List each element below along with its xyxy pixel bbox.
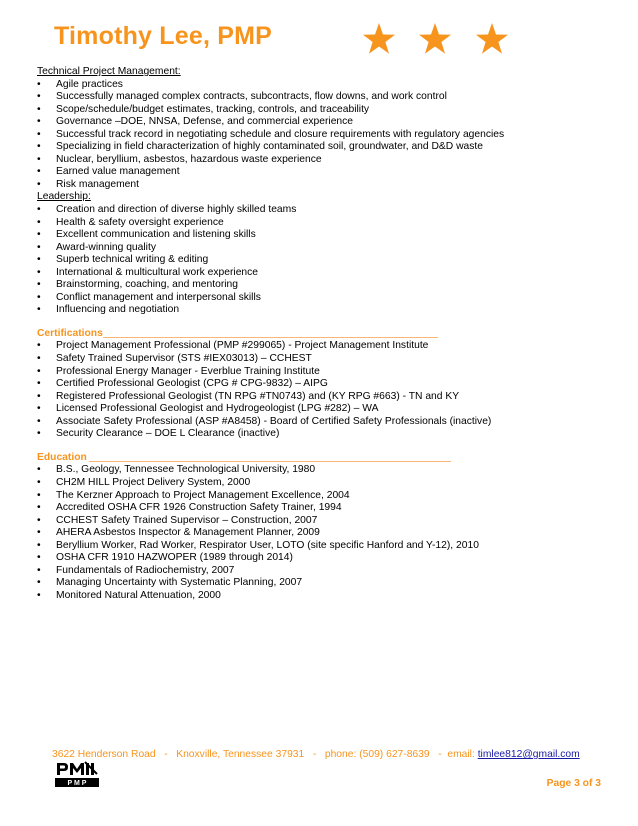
resume-header-name: Timothy Lee, PMP — [54, 22, 273, 50]
list-item: • Scope/schedule/budget estimates, tracking, controls, and traceability — [37, 104, 597, 117]
list-item: • Managing Uncertainty with Systematic Planning, 2007 — [37, 577, 597, 590]
list-item: • Superb technical writing & editing — [37, 254, 597, 267]
technical-heading: Technical Project Management: — [37, 66, 181, 77]
list-item: • Agile practices — [37, 79, 597, 92]
list-item: • Conflict management and interpersonal skills — [37, 292, 597, 305]
email-link[interactable]: timlee812@gmail.com — [477, 749, 580, 760]
certifications-list — [37, 340, 597, 440]
pmp-logo-icon — [55, 761, 99, 787]
list-item: • Brainstorming, coaching, and mentoring — [37, 279, 597, 292]
resume-body — [37, 66, 597, 602]
certifications-heading — [37, 328, 597, 341]
list-item: • Project Management Professional (PMP #299065) - Project Management Institute — [37, 340, 597, 353]
list-item: • Licensed Professional Geologist and Hydrogeologist (LPG #282) – WA — [37, 403, 597, 416]
list-item: • Earned value management — [37, 166, 597, 179]
list-item: • Accredited OSHA CFR 1926 Construction Safety Trainer, 1994 — [37, 502, 597, 515]
list-item: • Professional Energy Manager - Everblue Training Institute — [37, 366, 597, 379]
list-item: • Creation and direction of diverse highly skilled teams — [37, 204, 597, 217]
technical-list — [37, 79, 597, 192]
section-divider — [89, 461, 451, 462]
logo-text: P M P — [67, 780, 87, 787]
list-item: • Safety Trained Supervisor (STS #IEX03013) – CCHEST — [37, 353, 597, 366]
list-item: • Specializing in field characterization of highly contaminated soil, groundwater, and D&D waste — [37, 141, 597, 154]
list-item: • Successful track record in negotiating schedule and closure requirements with regulatory agencies — [37, 129, 597, 142]
list-item: • OSHA CFR 1910 HAZWOPER (1989 through 2014) — [37, 552, 597, 565]
list-item: • Award-winning quality — [37, 242, 597, 255]
star-icon — [418, 22, 452, 56]
list-item: • CCHEST Safety Trained Supervisor – Construction, 2007 — [37, 515, 597, 528]
list-item: • Beryllium Worker, Rad Worker, Respirator User, LOTO (site specific Hanford and Y-12), 2010 — [37, 540, 597, 553]
list-item: • Influencing and negotiation — [37, 304, 597, 317]
list-item: • Associate Safety Professional (ASP #A8458) - Board of Certified Safety Professionals (inactive) — [37, 416, 597, 429]
section-title: Education — [37, 451, 87, 463]
leadership-list — [37, 204, 597, 317]
list-item: • B.S., Geology, Tennessee Technological University, 1980 — [37, 464, 597, 477]
rating-stars — [0, 22, 638, 58]
star-icon — [362, 22, 396, 56]
list-item: • Excellent communication and listening skills — [37, 229, 597, 242]
list-item: • Successfully managed complex contracts, subcontracts, flow downs, and work control — [37, 91, 597, 104]
list-item: • Security Clearance – DOE L Clearance (inactive) — [37, 428, 597, 441]
star-icon — [475, 22, 509, 56]
list-item: • Monitored Natural Attenuation, 2000 — [37, 590, 597, 603]
list-item: • AHERA Asbestos Inspector & Management Planner, 2009 — [37, 527, 597, 540]
list-item: • Nuclear, beryllium, asbestos, hazardous waste experience — [37, 154, 597, 167]
section-title: Certifications — [37, 327, 103, 339]
list-item: • International & multicultural work experience — [37, 267, 597, 280]
page-number: Page 3 of 3 — [546, 778, 601, 789]
list-item: • Governance –DOE, NNSA, Defense, and commercial experience — [37, 116, 597, 129]
list-item: • Health & safety oversight experience — [37, 217, 597, 230]
list-item: • Certified Professional Geologist (CPG # CPG-9832) – AIPG — [37, 378, 597, 391]
education-list — [37, 464, 597, 602]
education-heading — [37, 452, 597, 465]
footer-contact — [52, 749, 580, 760]
list-item: • Registered Professional Geologist (TN RPG #TN0743) and (KY RPG #663) - TN and KY — [37, 391, 597, 404]
list-item: • The Kerzner Approach to Project Management Excellence, 2004 — [37, 490, 597, 503]
leadership-heading: Leadership: — [37, 191, 91, 203]
section-divider — [103, 337, 438, 338]
contact-info: 3622 Henderson Road - Knoxville, Tennessee 37931 - phone: (509) 627-8639 - email: — [52, 749, 478, 760]
list-item: • CH2M HILL Project Delivery System, 2000 — [37, 477, 597, 490]
list-item: • Risk management — [37, 179, 597, 192]
list-item: • Fundamentals of Radiochemistry, 2007 — [37, 565, 597, 578]
